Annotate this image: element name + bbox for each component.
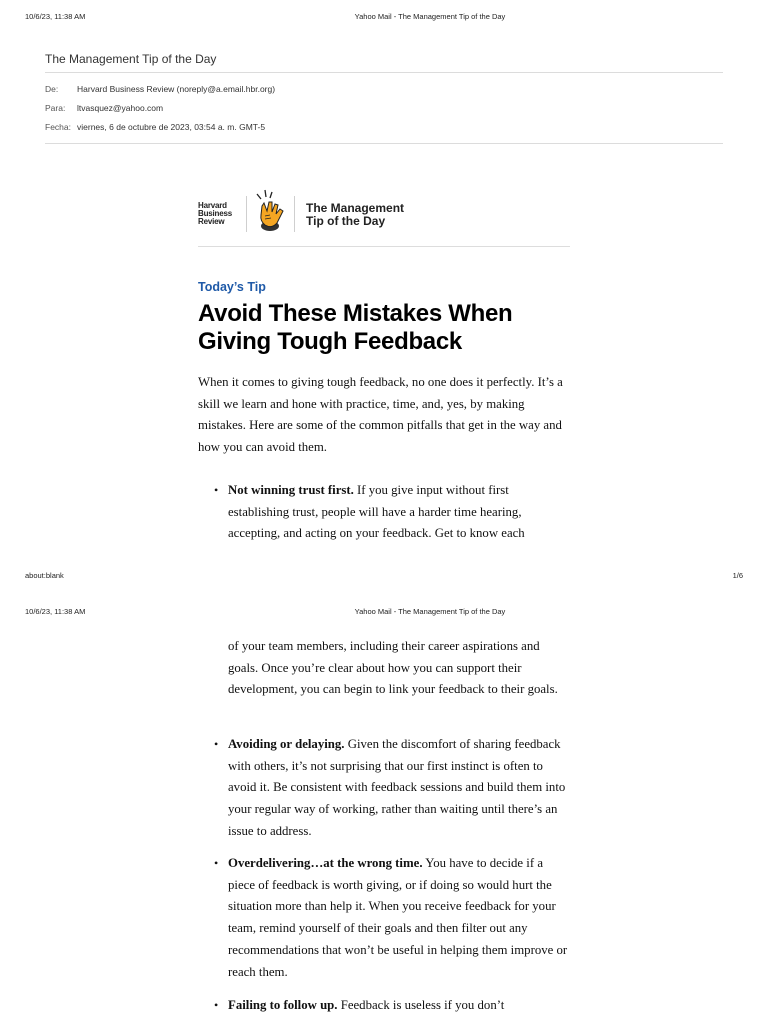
bullet-dot: • xyxy=(214,737,219,751)
date-value: viernes, 6 de octubre de 2023, 03:54 a. m. GMT-5 xyxy=(77,122,266,132)
date-label: Fecha: xyxy=(45,122,71,132)
bullet-dot: • xyxy=(214,483,219,497)
hbr-logo[interactable] xyxy=(198,202,232,226)
newsletter-title-line2: Tip of the Day xyxy=(306,214,386,228)
bullet-dot: • xyxy=(214,856,219,870)
page-break-mask xyxy=(0,546,768,562)
newsletter-title xyxy=(306,202,404,228)
print-page-number: 1/6 xyxy=(732,571,743,580)
list-item xyxy=(214,480,572,545)
todays-tip-kicker: Today’s Tip xyxy=(198,280,266,294)
bullet-text: Feedback is useless if you don’t xyxy=(337,998,505,1012)
header-divider xyxy=(45,143,723,144)
list-item xyxy=(214,734,572,843)
to-row xyxy=(45,103,163,113)
from-value[interactable]: Harvard Business Review (noreply@a.email.hbr.org) xyxy=(77,84,276,94)
bullet-dot: • xyxy=(214,998,219,1012)
print-footer xyxy=(0,571,768,583)
print-url: about:blank xyxy=(25,571,64,580)
print-header xyxy=(0,12,768,26)
bullet-continuation: of your team members, including their career aspirations and goals. Once you’re clear about how you can support their development, you can begin to link your feedback to their goals. xyxy=(228,639,558,697)
to-label: Para: xyxy=(45,103,66,113)
date-row xyxy=(45,122,265,132)
print-date: 10/6/23, 11:38 AM xyxy=(25,607,86,616)
print-title: Yahoo Mail - The Management Tip of the Day xyxy=(354,12,506,21)
logo-divider xyxy=(246,196,247,232)
print-title: Yahoo Mail - The Management Tip of the Day xyxy=(354,607,506,616)
email-subject: The Management Tip of the Day xyxy=(45,52,723,73)
newsletter-brand xyxy=(198,188,570,247)
from-row xyxy=(45,84,275,94)
article-intro: When it comes to giving tough feedback, no one does it perfectly. It’s a skill we learn and hone with practice, time, and, yes, by making mistakes. Here are some of the common pitfalls that get in the way and how you can avoid them. xyxy=(198,375,563,455)
newsletter-title-line1: The Management xyxy=(306,201,405,215)
hbr-logo-line1: Harvard xyxy=(198,201,227,210)
hbr-logo-line3: Review xyxy=(198,217,225,226)
bullet-text: Given the discomfort of sharing feedback with others, it’s not surprising that our first instinct is often to avoid it. Be consistent with feedback sessions and build them into your regular way of working, rather than waiting until there’s an issue to address. xyxy=(228,737,566,838)
raised-hand-icon xyxy=(250,188,290,234)
bullet-text: You have to decide if a piece of feedback is worth giving, or if doing so would hurt the situation more than help it. When you receive feedback for your team, remind yourself of their goals and then filter out any recommendations that won’t be useful in helping them improve or reach them. xyxy=(228,856,568,979)
bullet-lead: Not winning trust first. xyxy=(228,483,354,497)
from-label: De: xyxy=(45,84,59,94)
title-divider xyxy=(294,196,295,232)
print-date: 10/6/23, 11:38 AM xyxy=(25,12,86,21)
list-item xyxy=(214,853,572,983)
article-title-line1: Avoid These Mistakes When xyxy=(198,300,513,327)
bullet-lead: Avoiding or delaying. xyxy=(228,737,345,751)
hbr-logo-line2: Business xyxy=(198,209,232,218)
article-title xyxy=(198,300,578,356)
bullet-text: If you give input without first establishing trust, people will have a harder time hearing, accepting, and acting on your feedback. Get to know each xyxy=(228,483,525,541)
bullet-lead: Failing to follow up. xyxy=(228,998,338,1012)
print-header-page2 xyxy=(0,607,768,621)
article-title-line2: Giving Tough Feedback xyxy=(198,328,462,355)
list-item xyxy=(214,995,572,1017)
bullet-lead: Overdelivering…at the wrong time. xyxy=(228,856,423,870)
to-value[interactable]: ltvasquez@yahoo.com xyxy=(77,103,164,113)
